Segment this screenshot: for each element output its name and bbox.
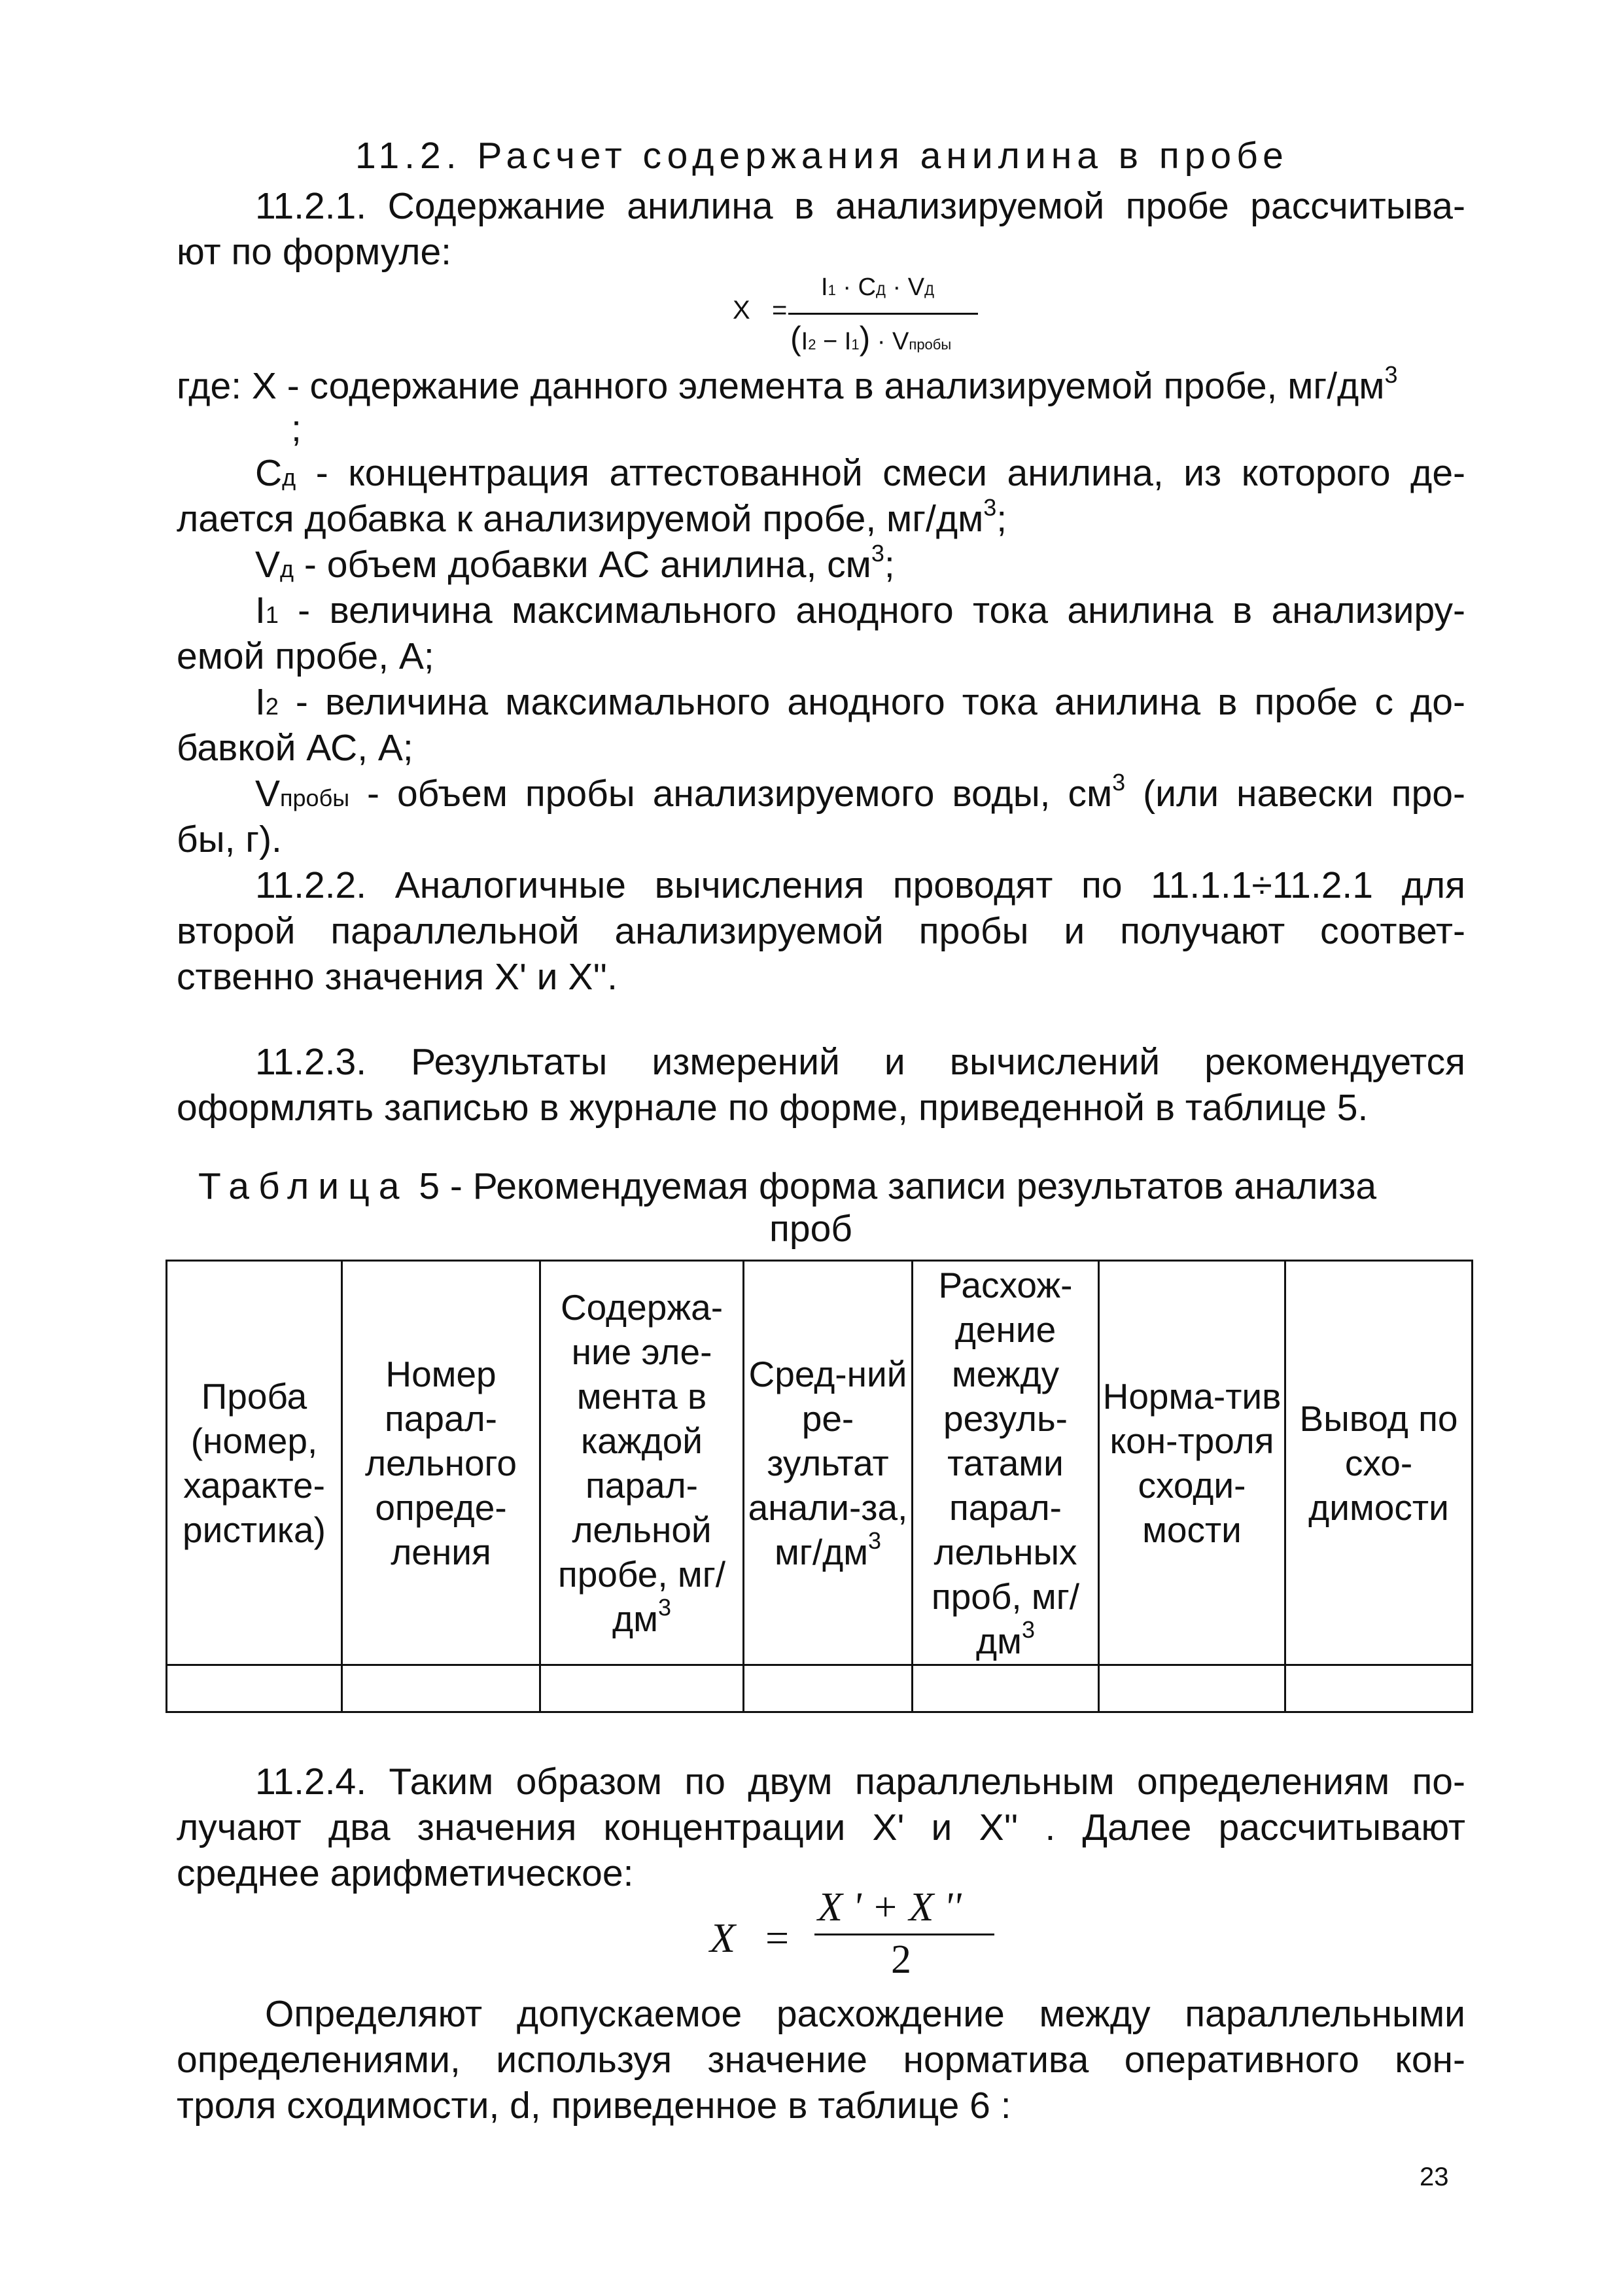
table-caption: Таблица 5 - Рекомендуемая форма записи результатов анализа xyxy=(198,1165,1377,1207)
paragraph-11-2-4-line2: лучают два значения концентрации X' и X'' . Далее рассчитывают xyxy=(177,1807,1465,1848)
where-x-line: где: X - содержание данного элемента в анализируемой пробе, $мг/дм^3$ xyxy=(177,361,1398,407)
where-cd-line1: Сд - концентрация аттестованной смеси анилина, из которого де- xyxy=(255,452,1465,494)
table-header-soderzhanie: Содержа-ние эле-мента в каждой парал-лельной пробе, $мг/дм^3$ xyxy=(540,1261,744,1665)
formula-1-numerator: I1 · CД · VД xyxy=(821,274,934,301)
formula-1-lhs: X xyxy=(733,296,750,325)
paragraph-11-2-1-line1: 11.2.1. Содержание анилина в анализируемой пробе рассчитыва- xyxy=(255,185,1465,227)
paragraph-opredelyayut-line3: троля сходимости, d, приведенное в таблице 6 : xyxy=(177,2085,1011,2127)
table-cell xyxy=(540,1665,744,1712)
table-cell xyxy=(1099,1665,1285,1712)
table-5 xyxy=(166,1260,1473,1713)
formula-1-fraction-bar xyxy=(788,313,978,315)
paragraph-11-2-1-line2: ют по формуле: xyxy=(177,231,452,273)
where-cd-line2: лается добавка к анализируемой пробе, $мг/дм^3$; xyxy=(177,494,1007,540)
table-cell xyxy=(342,1665,540,1712)
paragraph-opredelyayut-line1: Определяют допускаемое расхождение между параллельными xyxy=(265,1993,1465,2035)
table-header-vyvod: Вывод по схо-димости xyxy=(1285,1261,1473,1665)
where-vp-line2: бы, г). xyxy=(177,819,282,860)
table-cell xyxy=(167,1665,342,1712)
paragraph-11-2-4-line3: среднее арифметическое: xyxy=(177,1852,634,1894)
formula-2-lhs: X xyxy=(710,1915,736,1961)
table-row xyxy=(167,1665,1473,1712)
table-header-proba: Проба (номер, характе-ристика) xyxy=(167,1261,342,1665)
paragraph-11-2-2-line2: второй параллельной анализируемой пробы и получают соответ- xyxy=(177,910,1465,952)
formula-2-numerator: X ' + X '' xyxy=(818,1885,962,1930)
table-header-nomer: Номер парал-лельного опреде-ления xyxy=(342,1261,540,1665)
section-title: 11.2. Расчет содержания анилина в пробе xyxy=(355,135,1289,177)
paragraph-opredelyayut-line2: определениями, используя значение норматива оперативного кон- xyxy=(177,2039,1465,2081)
where-i2-line1: I2 - величина максимального анодного тока анилина в пробе с до- xyxy=(255,681,1465,723)
formula-2-eq: = xyxy=(765,1915,790,1961)
paragraph-11-2-2-line1: 11.2.2. Аналогичные вычисления проводят по 11.1.1÷11.2.1 для xyxy=(255,864,1465,906)
paragraph-11-2-2-line3: ственно значения X' и X''. xyxy=(177,956,618,998)
table-header-row xyxy=(167,1261,1473,1665)
formula-2-fraction-bar xyxy=(814,1934,994,1935)
where-i1-line1: I1 - величина максимального анодного тока анилина в анализиру- xyxy=(255,590,1465,631)
table-header-raskhozhdenie: Расхож-дение между резуль-татами парал-лельных проб, $мг/дм^3$ xyxy=(913,1261,1099,1665)
table-caption-line2: проб xyxy=(769,1208,852,1250)
paragraph-11-2-3-line2: оформлять записью в журнале по форме, приведенной в таблице 5. xyxy=(177,1087,1369,1129)
formula-1-eq: = xyxy=(772,296,788,325)
paragraph-11-2-3-line1: 11.2.3. Результаты измерений и вычислений рекомендуется xyxy=(255,1041,1465,1083)
where-vd-line: Vд - объем добавки АС анилина, $см^3$; xyxy=(255,540,895,586)
paragraph-11-2-4-line1: 11.2.4. Таким образом по двум параллельным определениям по- xyxy=(255,1761,1465,1803)
page-number: 23 xyxy=(1420,2163,1449,2191)
table-cell xyxy=(1285,1665,1473,1712)
table-header-sredniy: Сред-ний ре-зультат анали-за, $мг/дм^3$ xyxy=(744,1261,913,1665)
formula-2-denominator: 2 xyxy=(891,1937,911,1982)
table-header-normativ: Норма-тив кон-троля сходи-мости xyxy=(1099,1261,1285,1665)
where-i1-line2: емой пробе, А; xyxy=(177,635,434,677)
table-cell xyxy=(913,1665,1099,1712)
table-cell xyxy=(744,1665,913,1712)
where-x-semicolon: ; xyxy=(291,408,302,450)
where-vp-line1: Vпробы - объем пробы анализируемого воды, $см^3$ (или навески про- xyxy=(255,769,1465,815)
where-i2-line2: бавкой АС, А; xyxy=(177,727,413,769)
formula-1-denominator: (I2 − I1) · Vпробы xyxy=(790,320,952,357)
